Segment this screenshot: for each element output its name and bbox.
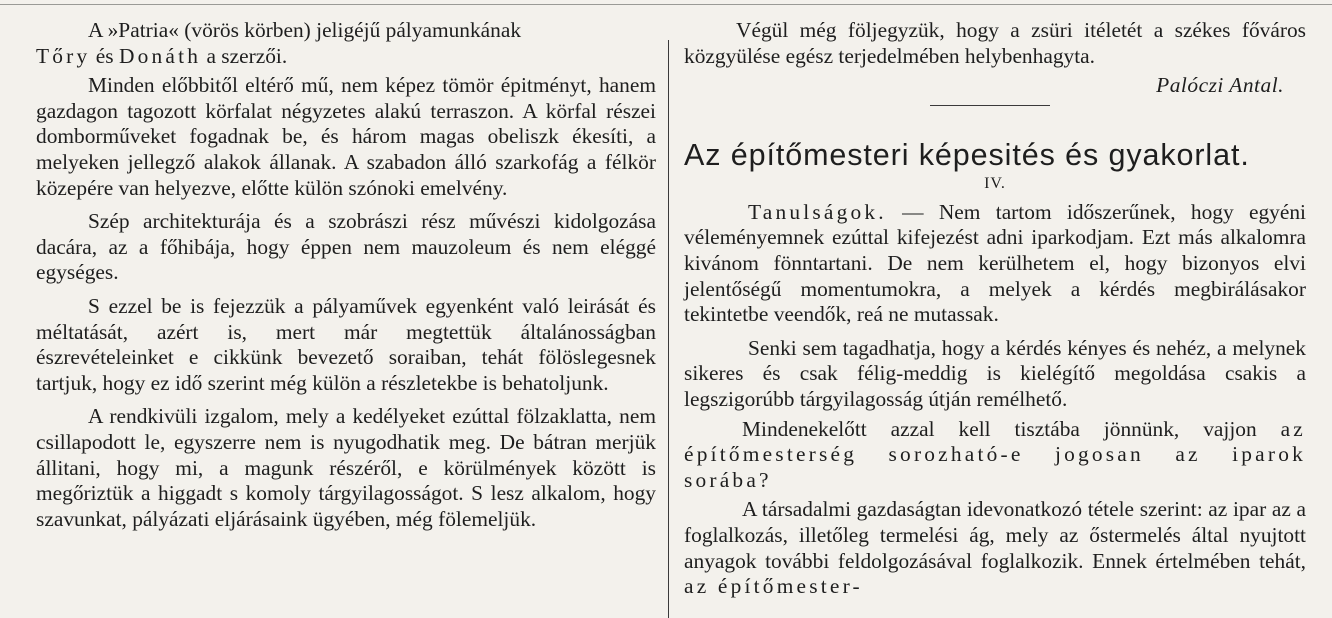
right-column [684,18,1306,608]
article-signature: Palóczi Antal. [1156,73,1284,98]
column-divider [668,40,669,618]
first-question-text: Mindenekelőtt azzal kell tisztába jönnünk, vajjon [742,416,1281,441]
author-donath: Donáth [118,43,202,68]
economics-emphasis: az építőmester- [684,574,863,599]
patria-intro: A »Patria« (vörös körben) jeligéjű pályamunkának [88,18,522,42]
right-paragraph-lessons [684,200,1306,328]
right-paragraph-verdict: Végül még följegyzük, hogy a zsüri itéletét a székes főváros közgyülése egész terjedelmében helybenhagyta. [684,18,1306,68]
first-question-emphasis: az építőmesterség sorozható-e jogosan az iparok sorába? [684,416,1306,492]
left-paragraph-description: Minden előbbitől eltérő mű, nem képez tömör épitményt, hanem gazdagon tagozott körfalat négyzetes alakú terraszon. A körfal részei domborműveket fogadnak be, és három magas obeliszk ékesíti, a melyeken jellegző alakok állanak. A szabadon álló szarkofág a félkör közepére van helyezve, előtte külön szónoki emelvény. [36,73,656,200]
lessons-text: — Nem tartom időszerűnek, hogy egyéni véleményemnek ezúttal kifejezést adni iparkodjam. Ezt más alkalomra kivánom fönntartani. De nem kerülhetem el, hogy bizonyos elvi jelentőségű momentumokra, a melyek a kérdés megbirálásakor tekintetbe veendők, reá ne mutassak. [684,199,1306,327]
right-paragraph-first-question [684,417,1306,494]
patria-outro: a szerzői. [206,43,288,68]
right-paragraph-economics [684,497,1306,599]
left-paragraph-excitement: A rendkivüli izgalom, mely a kedélyeket ezúttal fölzaklatta, nem csillapodott le, egyszerre nem is nyugodhatik meg. De bátran merjük állitani, hogy mi, a magunk részéről, e körülmények között is megőriztük a higgadt s komoly tárgyilagosságot. S lesz alkalom, hogy szavunkat, pályázati eljárásaink ügyében, még fölemeljük. [36,404,656,531]
lessons-lead: Tanulságok. [748,199,887,224]
left-paragraph-critique: Szép architekturája és a szobrászi rész művészi kidolgozása dacára, az a főhibája, hogy éppen nem mauzoleum és nem eléggé egységes. [36,209,656,285]
author-conjunction: és [95,43,114,68]
economics-text: A társadalmi gazdaságtan idevonatkozó tétele szerint: az ipar az a foglalkozás, illetőleg termelési ág, mely az őstermelés által nyujtott anyagok további feldolgozásával foglalkozik. Ennek értelmében tehát, [684,497,1306,573]
left-column [36,18,656,540]
left-paragraph-patria [36,18,656,69]
author-tory: Tőry [36,43,91,68]
article-separator-rule [930,105,1050,106]
right-paragraph-delicate-question: Senki sem tagadhatja, hogy a kérdés kényes és nehéz, a melynek sikeres és csak félig-meddig is kielégítő megoldása csakis a legszigorúbb tárgyilagosság útján remélhető. [684,335,1306,411]
section-number: IV. [984,174,1006,192]
page-top-rule [0,4,1332,5]
article-heading: Az építőmesteri képesités és gyakorlat. [684,137,1250,172]
left-paragraph-conclusion: S ezzel be is fejezzük a pályaművek egyenként való leirását és méltatását, azért is, mert már megtettük általánosságban észrevételeinket e cikkünk bevezető soraiban, tehát fölöslegesnek tartjuk, hogy ez idő szerint még külön a részletekbe is behatoljunk. [36,293,656,395]
